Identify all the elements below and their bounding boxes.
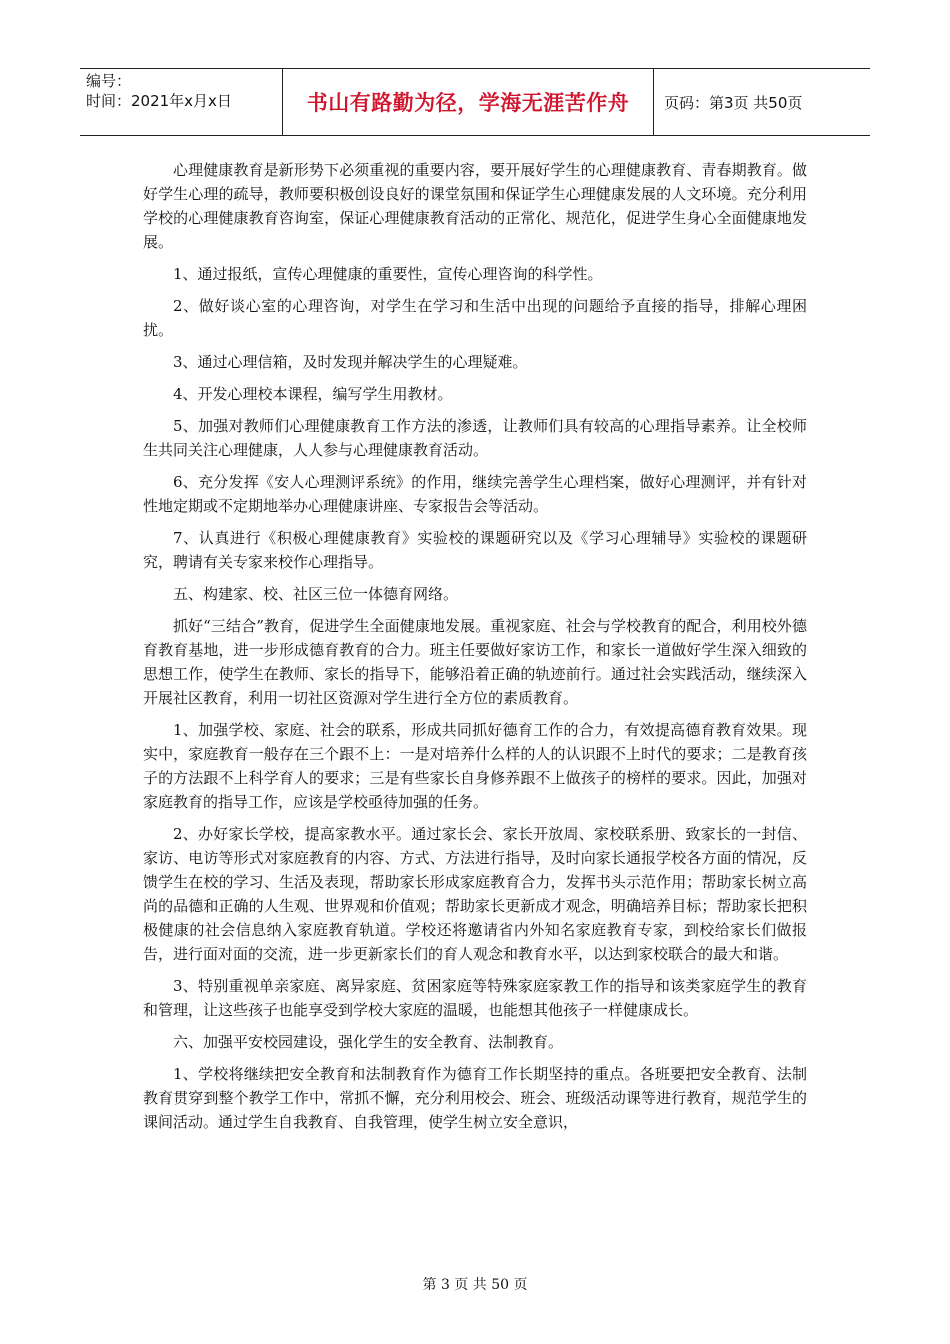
paragraph: 6、充分发挥《安人心理测评系统》的作用，继续完善学生心理档案，做好心理测评，并有针对性地定期或不定期地举办心理健康讲座、专家报告会等活动。 (143, 473, 807, 515)
paragraph: 心理健康教育是新形势下必须重视的重要内容，要开展好学生的心理健康教育、青春期教育。做好学生心理的疏导，教师要积极创设良好的课堂氛围和保证学生心理健康发展的人文环境。充分利用学校的心理健康教育咨询室，保证心理健康教育活动的正常化、规范化，促进学生身心全面健康地发展。 (143, 161, 807, 251)
paragraph: 3、通过心理信箱，及时发现并解决学生的心理疑难。 (173, 353, 528, 371)
page-header (80, 68, 870, 136)
paragraph: 抓好“三结合”教育，促进学生全面健康地发展。重视家庭、社会与学校教育的配合，利用校外德育教育基地，进一步形成德育教育的合力。班主任要做好家访工作，和家长一道做好学生深入细致的思想工作，使学生在教师、家长的指导下，能够沿着正确的轨迹前行。通过社会实践活动，继续深入开展社区教育，利用一切社区资源对学生进行全方位的素质教育。 (143, 617, 807, 707)
paragraph: 4、开发心理校本课程，编写学生用教材。 (173, 385, 453, 403)
paragraph: 1、通过报纸，宣传心理健康的重要性，宣传心理咨询的科学性。 (173, 265, 603, 283)
paragraph: 3、特别重视单亲家庭、离异家庭、贫困家庭等特殊家庭家教工作的指导和该类家庭学生的教育和管理，让这些孩子也能享受到学校大家庭的温暖，也能想其他孩子一样健康成长。 (143, 977, 807, 1019)
header-meta (80, 69, 282, 135)
paragraph: 2、做好谈心室的心理咨询，对学生在学习和生活中出现的问题给予直接的指导，排解心理困扰。 (143, 297, 807, 339)
number-label: 编号： (86, 72, 132, 90)
paragraph: 1、学校将继续把安全教育和法制教育作为德育工作长期坚持的重点。各班要把安全教育、法制教育贯穿到整个教学工作中，常抓不懈，充分利用校会、班会、班级活动课等进行教育，规范学生的课间活动。通过学生自我教育、自我管理，使学生树立安全意识， (143, 1065, 807, 1131)
paragraph: 1、加强学校、家庭、社会的联系，形成共同抓好德育工作的合力，有效提高德育教育效果。现实中，家庭教育一般存在三个跟不上：一是对培养什么样的人的认识跟不上时代的要求；二是教育孩子的方法跟不上科学育人的要求；三是有些家长自身修养跟不上做孩子的榜样的要求。因此，加强对家庭教育的指导工作，应该是学校亟待加强的任务。 (143, 721, 807, 811)
header-page-info (654, 69, 870, 135)
page-footer: 第 3 页 共 50 页 (422, 1277, 528, 1293)
paragraph: 5、加强对教师们心理健康教育工作方法的渗透，让教师们具有较高的心理指导素养。让全校师生共同关注心理健康，人人参与心理健康教育活动。 (143, 417, 807, 459)
paragraph: 7、认真进行《积极心理健康教育》实验校的课题研究以及《学习心理辅导》实验校的课题研究，聘请有关专家来校作心理指导。 (143, 529, 807, 571)
header-motto (282, 69, 654, 135)
document-body (143, 158, 807, 1142)
paragraph: 2、办好家长学校，提高家教水平。通过家长会、家长开放周、家校联系册、致家长的一封信、家访、电访等形式对家庭教育的内容、方式、方法进行指导，及时向家长通报学校各方面的情况，反馈学生在校的学习、生活及表现，帮助家长形成家庭教育合力，发挥书头示范作用；帮助家长树立高尚的品德和正确的人生观、世界观和价值观；帮助家长更新成才观念，明确培养目标；帮助家长把积极健康的社会信息纳入家庭教育轨道。学校还将邀请省内外知名家庭教育专家，到校给家长们做报告，进行面对面的交流，进一步更新家长们的育人观念和教育水平，以达到家校联合的最大和谐。 (143, 825, 807, 963)
time-label: 时间：2021年x月x日 (86, 92, 232, 110)
page-info-text: 页码：第3页 共50页 (664, 93, 803, 112)
section-heading: 五、构建家、校、社区三位一体德育网络。 (173, 585, 459, 603)
motto-text: 书山有路勤为径，学海无涯苦作舟 (306, 91, 630, 115)
section-heading: 六、加强平安校园建设，强化学生的安全教育、法制教育。 (173, 1033, 564, 1051)
